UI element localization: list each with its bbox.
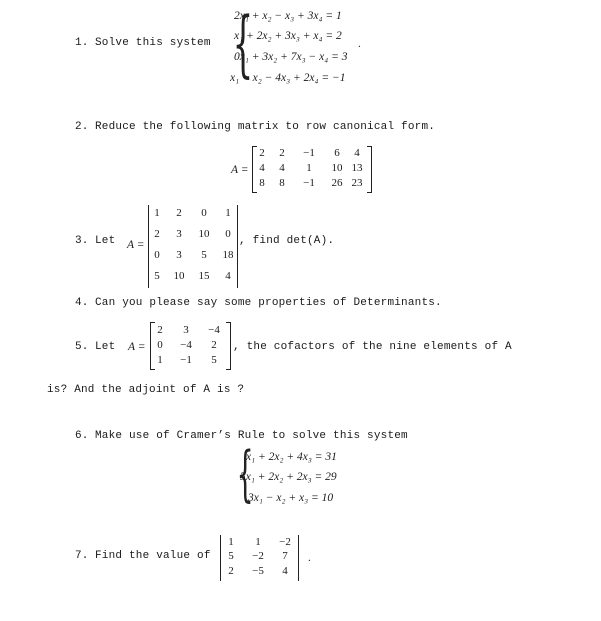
q5-matrix-cell-r2c1: 0: [157, 339, 163, 351]
q3-det-cell-r2c4: 0: [225, 228, 231, 240]
q6-text: Make use of Cramer’s Rule to solve this system: [95, 430, 408, 442]
q5-instruction: , the cofactors of the nine elements of A: [233, 341, 512, 353]
q2-matrix-cell-r1c5: 4: [354, 147, 360, 159]
q2-matrix-cell-r1c1: 2: [259, 147, 265, 159]
q2-matrix-cell-r3c2: 8: [279, 177, 285, 189]
q2-matrix-cell-r1c2: 2: [279, 147, 285, 159]
q1-left-brace: {: [232, 1, 254, 85]
q5-matrix-label: A =: [128, 341, 146, 353]
q7-det-cell-r1c3: −2: [279, 536, 291, 548]
q3-matrix-label: A =: [127, 239, 145, 251]
q7-text: Find the value of: [95, 550, 211, 562]
q5-matrix-cell-r1c3: −4: [208, 324, 220, 336]
q1-equation-1: 2x₁ + x₂ − x₃ + 3x₄ = 1: [234, 10, 342, 22]
q2-matrix-cell-r3c3: −1: [303, 177, 315, 189]
q7-det-cell-r3c3: 4: [282, 565, 288, 577]
q7-det-cell-r2c1: 5: [228, 550, 234, 562]
q6-equation-2: 5x₁ + 2x₂ + 2x₃ = 29: [240, 471, 337, 483]
q2-text: Reduce the following matrix to row canonical form.: [95, 121, 436, 133]
q3-det-cell-r4c1: 5: [154, 270, 160, 282]
q3-det-cell-r3c3: 5: [201, 249, 207, 261]
q1-equation-2: x₁ + 2x₂ + 3x₃ + x₄ = 2: [234, 30, 342, 42]
q3-det-cell-r3c1: 0: [154, 249, 160, 261]
q3-det-cell-r4c4: 4: [225, 270, 231, 282]
q2-matrix-cell-r1c4: 6: [334, 147, 340, 159]
q5-matrix-cell-r3c1: 1: [157, 354, 163, 366]
q2-matrix-cell-r3c4: 26: [331, 177, 343, 189]
q7-det-cell-r2c3: 7: [282, 550, 288, 562]
q2-matrix-cell-r2c2: 4: [279, 162, 285, 174]
q3-number: 3.: [75, 235, 89, 247]
q6-equation-1: x₁ + 2x₂ + 4x₃ = 31: [246, 451, 337, 463]
q3-det-cell-r1c2: 2: [176, 207, 182, 219]
q1-text: Solve this system: [95, 37, 211, 49]
q5-matrix-cell-r3c3: 5: [211, 354, 217, 366]
q2-matrix-cell-r3c5: 23: [351, 177, 363, 189]
q4-number: 4.: [75, 297, 89, 309]
q7-det-cell-r1c1: 1: [228, 536, 234, 548]
q5-matrix-cell-r2c3: 2: [211, 339, 217, 351]
q4-text: Can you please say some properties of Determinants.: [95, 297, 442, 309]
q7-period: .: [308, 552, 311, 564]
q3-det-cell-r2c1: 2: [154, 228, 160, 240]
q3-det-cell-r1c4: 1: [225, 207, 231, 219]
q7-det-cell-r2c2: −2: [252, 550, 264, 562]
q7-det-cell-r3c2: −5: [252, 565, 264, 577]
q5-continuation: is? And the adjoint of A is ?: [47, 384, 245, 396]
q3-det-cell-r2c3: 10: [198, 228, 210, 240]
q5-matrix-cell-r1c2: 3: [183, 324, 189, 336]
q5-matrix-cell-r3c2: −1: [180, 354, 192, 366]
q1-period: .: [358, 38, 361, 50]
q7-right-bar: [298, 535, 299, 581]
q6-left-brace: {: [236, 439, 254, 509]
q2-matrix-label: A =: [231, 164, 249, 176]
q2-matrix-cell-r2c4: 10: [331, 162, 343, 174]
q2-number: 2.: [75, 121, 89, 133]
q2-matrix-cell-r3c1: 8: [259, 177, 265, 189]
q3-det-cell-r4c2: 10: [173, 270, 185, 282]
q5-text: Let: [95, 341, 116, 353]
q6-number: 6.: [75, 430, 89, 442]
q3-instruction: , find det(A).: [239, 235, 335, 247]
q2-matrix-cell-r2c3: 1: [306, 162, 312, 174]
q5-matrix-cell-r2c2: −4: [180, 339, 192, 351]
q3-det-cell-r3c2: 3: [176, 249, 182, 261]
q3-det-cell-r3c4: 18: [222, 249, 234, 261]
q3-det-cell-r2c2: 3: [176, 228, 182, 240]
q7-det-cell-r3c1: 2: [228, 565, 234, 577]
q1-equation-3: 0x₁ + 3x₂ + 7x₃ − x₄ = 3: [234, 51, 348, 63]
q7-det-cell-r1c2: 1: [255, 536, 261, 548]
q6-equation-3: 3x₁ − x₂ + x₃ = 10: [248, 492, 334, 504]
q5-number: 5.: [75, 341, 89, 353]
q3-det-cell-r1c3: 0: [201, 207, 207, 219]
q7-number: 7.: [75, 550, 89, 562]
q1-equation-4: x₁ − x₂ − 4x₃ + 2x₄ = −1: [230, 72, 346, 84]
q1-number: 1.: [75, 37, 89, 49]
q3-text: Let: [95, 235, 116, 247]
q5-matrix-cell-r1c1: 2: [157, 324, 163, 336]
q2-matrix-cell-r2c5: 13: [351, 162, 363, 174]
q2-matrix-cell-r1c3: −1: [303, 147, 315, 159]
q3-det-cell-r1c1: 1: [154, 207, 160, 219]
q2-matrix-cell-r2c1: 4: [259, 162, 265, 174]
q3-det-cell-r4c3: 15: [198, 270, 210, 282]
